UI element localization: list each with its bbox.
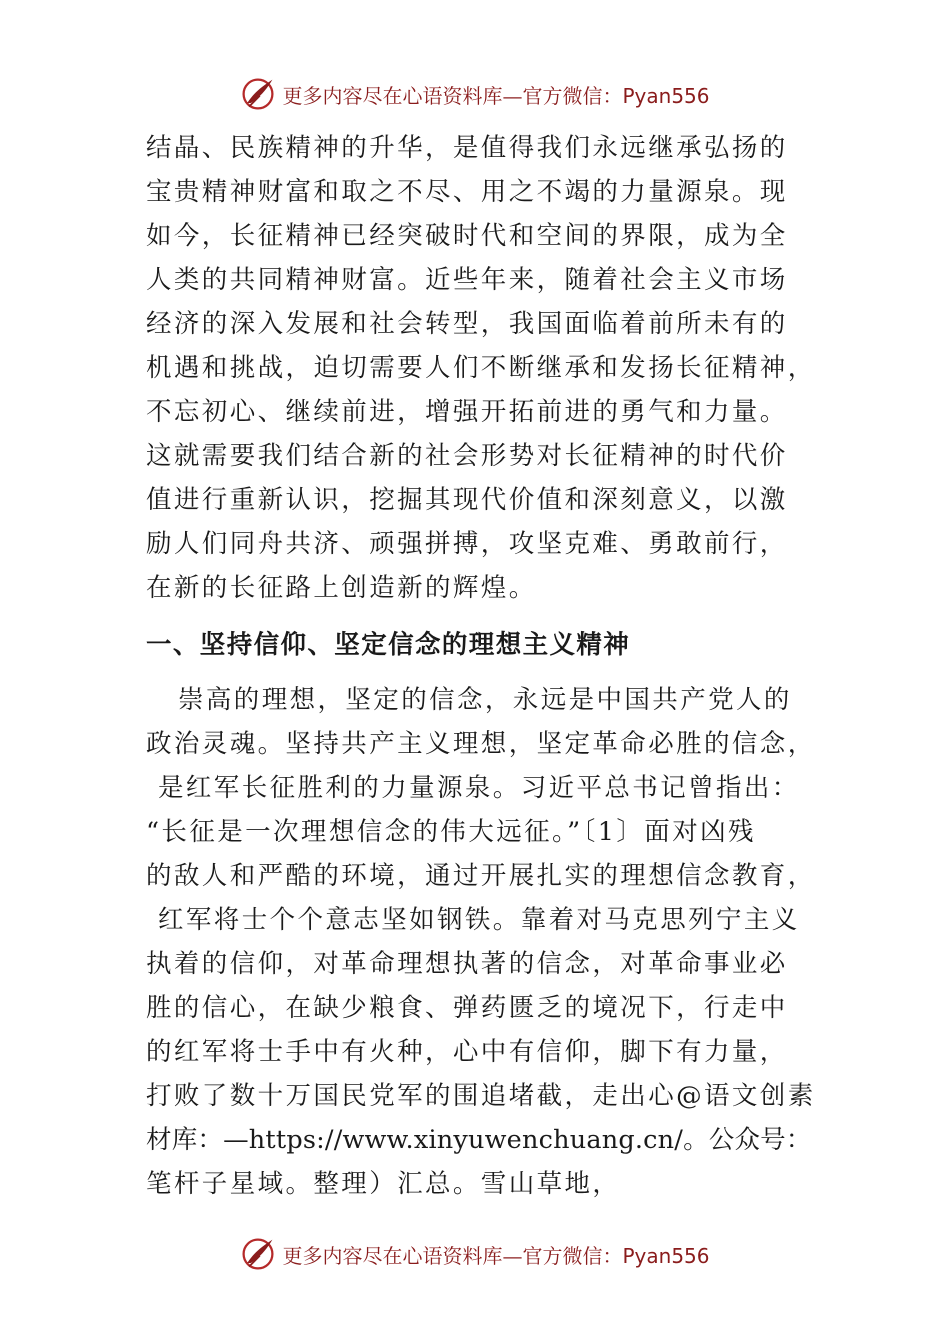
paragraph-line: 值进行重新认识，挖掘其现代价值和深刻意义，以激 <box>146 485 788 515</box>
paragraph-line: 是红军长征胜利的力量源泉。习近平总书记曾指出： <box>158 773 800 803</box>
paragraph-line: 胜的信心，在缺少粮食、弹药匮乏的境况下，行走中 <box>146 993 788 1023</box>
paragraph-line: 打败了数十万国民党军的围追堵截，走出心@语文创素 <box>146 1081 816 1111</box>
paragraph-line: 的红军将士手中有火种，心中有信仰，脚下有力量， <box>146 1037 788 1067</box>
paragraph-line: 结晶、民族精神的升华，是值得我们永远继承弘扬的 <box>146 133 788 163</box>
quill-logo-icon <box>240 76 276 112</box>
paragraph-line: 在新的长征路上创造新的辉煌。 <box>146 573 537 603</box>
paragraph-line: “长征是一次理想信念的伟大远征。”〔1〕面对凶残 <box>146 817 756 847</box>
paragraph-line: 执着的信仰，对革命理想执著的信念，对革命事业必 <box>146 949 788 979</box>
quill-logo-icon <box>240 1236 276 1272</box>
paragraph-section1 <box>146 678 826 1206</box>
paragraph-line: 宝贵精神财富和取之不尽、用之不竭的力量源泉。现 <box>146 177 788 207</box>
paragraph-intro <box>146 126 826 610</box>
paragraph-line: 励人们同舟共济、顽强拼搏，攻坚克难、勇敢前行， <box>146 529 788 559</box>
paragraph-line: 的敌人和严酷的环境，通过开展扎实的理想信念教育， <box>146 861 816 891</box>
paragraph-line: 红军将士个个意志坚如钢铁。靠着对马克思列宁主义 <box>158 905 800 935</box>
paragraph-line: 机遇和挑战，迫切需要人们不断继承和发扬长征精神， <box>146 353 816 383</box>
paragraph-line: 笔杆子星域。整理）汇总。雪山草地， <box>146 1169 621 1199</box>
paragraph-line: 如今，长征精神已经突破时代和空间的界限，成为全 <box>146 221 788 251</box>
paragraph-line: 人类的共同精神财富。近些年来，随着社会主义市场 <box>146 265 788 295</box>
footer-banner-text: 更多内容尽在心语资料库—官方微信：Pyan556 <box>282 1243 710 1268</box>
header-wechat-id: Pyan556 <box>622 83 710 108</box>
paragraph-line: 经济的深入发展和社会转型，我国面临着前所未有的 <box>146 309 788 339</box>
paragraph-line: 材库：—https://www.xinyuwenchuang.cn/。公众号： <box>146 1125 812 1155</box>
paragraph-line: 这就需要我们结合新的社会形势对长征精神的时代价 <box>146 441 788 471</box>
section-heading: 一、坚持信仰、坚定信念的理想主义精神 <box>146 630 631 660</box>
paragraph-line: 政治灵魂。坚持共产主义理想，坚定革命必胜的信念， <box>146 729 816 759</box>
header-banner <box>0 72 950 116</box>
footer-banner <box>0 1232 950 1276</box>
paragraph-line: 崇高的理想，坚定的信念，永远是中国共产党人的 <box>178 685 792 715</box>
header-banner-text: 更多内容尽在心语资料库—官方微信：Pyan556 <box>282 83 710 108</box>
footer-wechat-id: Pyan556 <box>622 1243 710 1268</box>
paragraph-line: 不忘初心、继续前进，增强开拓前进的勇气和力量。 <box>146 397 788 427</box>
document-body <box>146 126 826 1206</box>
